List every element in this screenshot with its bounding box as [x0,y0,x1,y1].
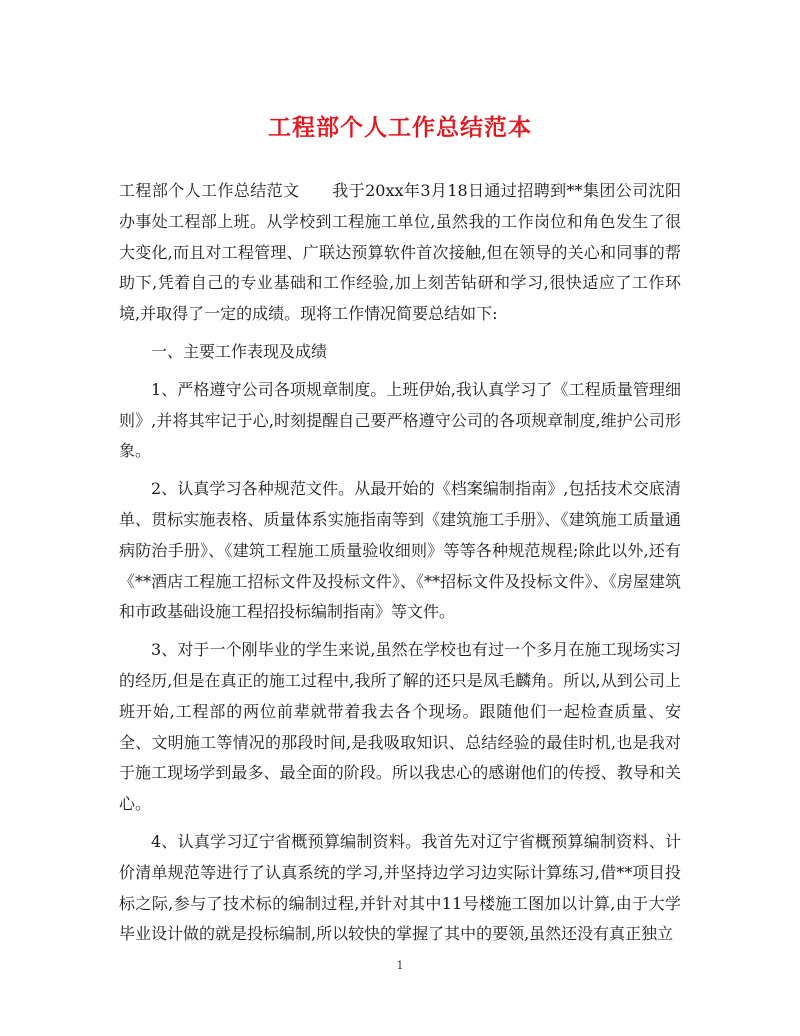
paragraph-intro: 工程部个人工作总结范文 我于20xx年3月18日通过招聘到**集团公司沈阳办事处工程部上班。从学校到工程施工单位,虽然我的工作岗位和角色发生了很大变化,而且对工程管理、广联达预算软件首次接触,但在领导的关心和同事的帮助下,凭着自己的专业基础和工作经验,加上刻苦钻研和学习,很快适应了工作环境,并取得了一定的成绩。现将工作情况简要总结如下: [119,181,681,324]
document-title: 工程部个人工作总结范本 [268,114,532,141]
paragraph-section-heading: 一、主要工作表现及成绩 [151,341,328,361]
paragraph-item-3: 3、对于一个刚毕业的学生来说,虽然在学校也有过一个多月在施工现场实习的经历,但是在真正的施工过程中,我所了解的还只是凤毛麟角。所以,从到公司上班开始,工程部的两位前辈就带着我去各个现场。跟随他们一起检查质量、安全、文明施工等情况的那段时间,是我吸取知识、总结经验的最佳时机,也是我对于施工现场学到最多、最全面的阶段。所以我忠心的感谢他们的传授、教导和关心。 [119,640,681,814]
page-number: 1 [396,959,404,972]
document-body [119,176,681,950]
paragraph-item-1: 1、严格遵守公司各项规章制度。上班伊始,我认真学习了《工程质量管理细则》,并将其牢记于心,时刻提醒自己要严格遵守公司的各项规章制度,维护公司形象。 [119,379,681,461]
paragraph-item-4: 4、认真学习辽宁省概预算编制资料。我首先对辽宁省概预算编制资料、计价清单规范等进行了认真系统的学习,并坚持边学习边实际计算练习,借**项目投标之际,参与了技术标的编制过程,并针对其中11号楼施工图加以计算,由于大学毕业设计做的就是投标编制,所以较快的掌握了其中的要领,虽然还没有真正独立 [119,831,681,944]
paragraph-item-2: 2、认真学习各种规范文件。从最开始的《档案编制指南》,包括技术交底清单、贯标实施表格、质量体系实施指南等到《建筑施工手册》、《建筑施工质量通病防治手册》、《建筑工程施工质量验收细则》等等各种规范规程;除此以外,还有《**酒店工程施工招标文件及投标文件》、《**招标文件及投标文件》、《房屋建筑和市政基础设施工程招投标编制指南》等文件。 [119,479,681,622]
